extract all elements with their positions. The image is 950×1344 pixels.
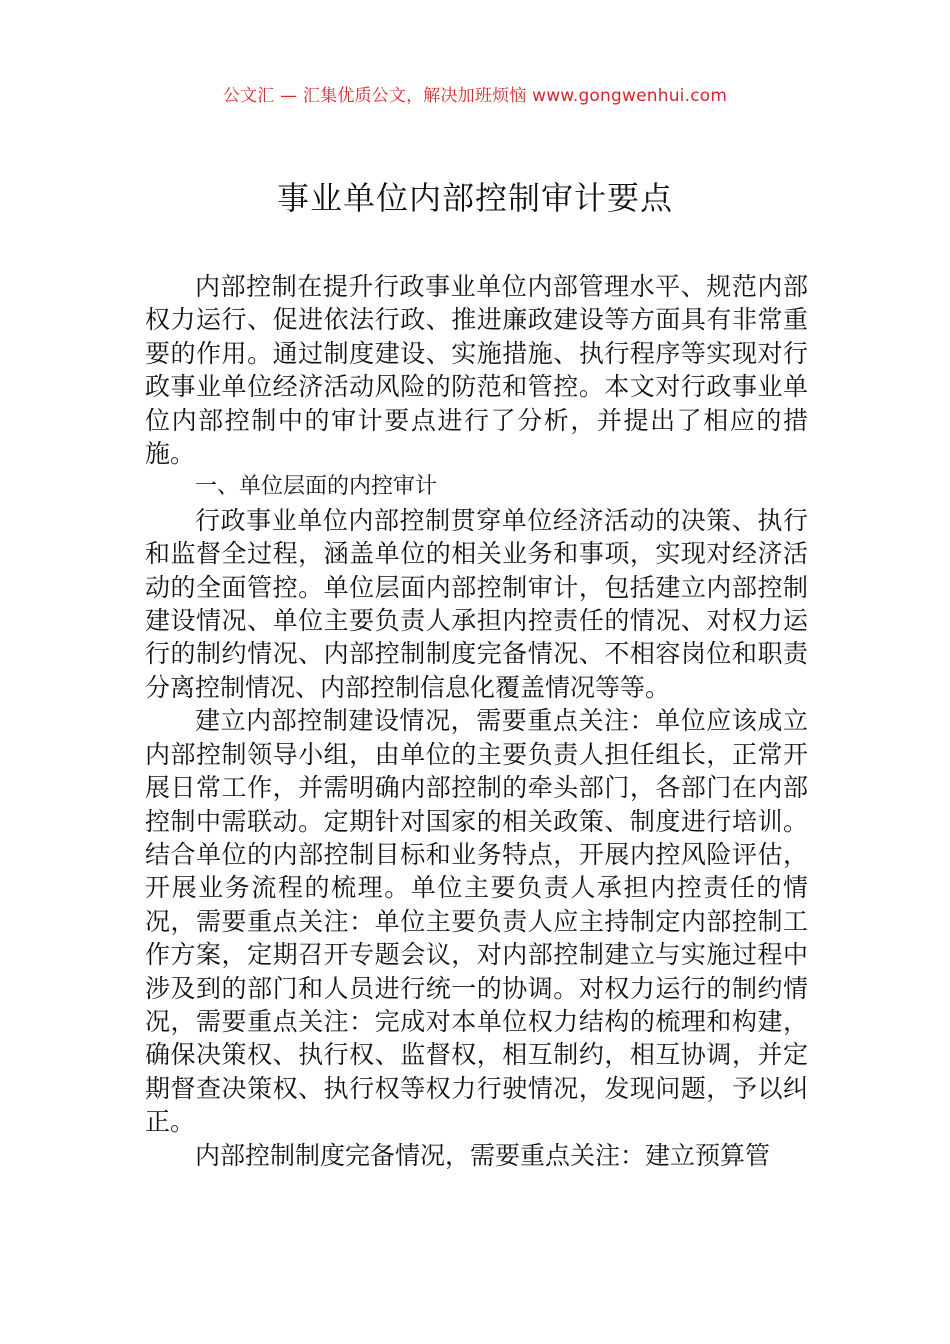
intro-paragraph: 内部控制在提升行政事业单位内部管理水平、规范内部权力运行、促进依法行政、推进廉政建设等方面具有非常重要的作用。通过制度建设、实施措施、执行程序等实现对行政事业单位经济活动风险的防范和管控。本文对行政事业单位内部控制中的审计要点进行了分析，并提出了相应的措施。: [145, 272, 808, 469]
header-banner: 公文汇 — 汇集优质公文，解决加班烦恼 www.gongwenhui.com: [222, 86, 728, 106]
document-body: [145, 270, 808, 1172]
section-paragraph: 行政事业单位内部控制贯穿单位经济活动的决策、执行和监督全过程，涵盖单位的相关业务和事项，实现对经济活动的全面管控。单位层面内部控制审计，包括建立内部控制建设情况、单位主要负责人承担内控责任的情况、对权力运行的制约情况、内部控制制度完备情况、不相容岗位和职责分离控制情况、内部控制信息化覆盖情况等等。: [145, 505, 808, 702]
section-heading: 一、单位层面的内控审计: [195, 474, 438, 500]
section-paragraph: 建立内部控制建设情况，需要重点关注：单位应该成立内部控制领导小组，由单位的主要负责人担任组长，正常开展日常工作，并需明确内部控制的牵头部门，各部门在内部控制中需联动。定期针对国家的相关政策、制度进行培训。结合单位的内部控制目标和业务特点，开展内控风险评估，开展业务流程的梳理。单位主要负责人承担内控责任的情况，需要重点关注：单位主要负责人应主持制定内部控制工作方案，定期召开专题会议，对内部控制建立与实施过程中涉及到的部门和人员进行统一的协调。对权力运行的制约情况，需要重点关注：完成对本单位权力结构的梳理和构建，确保决策权、执行权、监督权，相互制约，相互协调，并定期督查决策权、执行权等权力行驶情况，发现问题，予以纠正。: [145, 706, 808, 1137]
section-paragraph: 内部控制制度完备情况，需要重点关注：建立预算管: [195, 1140, 771, 1170]
document-title: 事业单位内部控制审计要点: [276, 179, 673, 217]
